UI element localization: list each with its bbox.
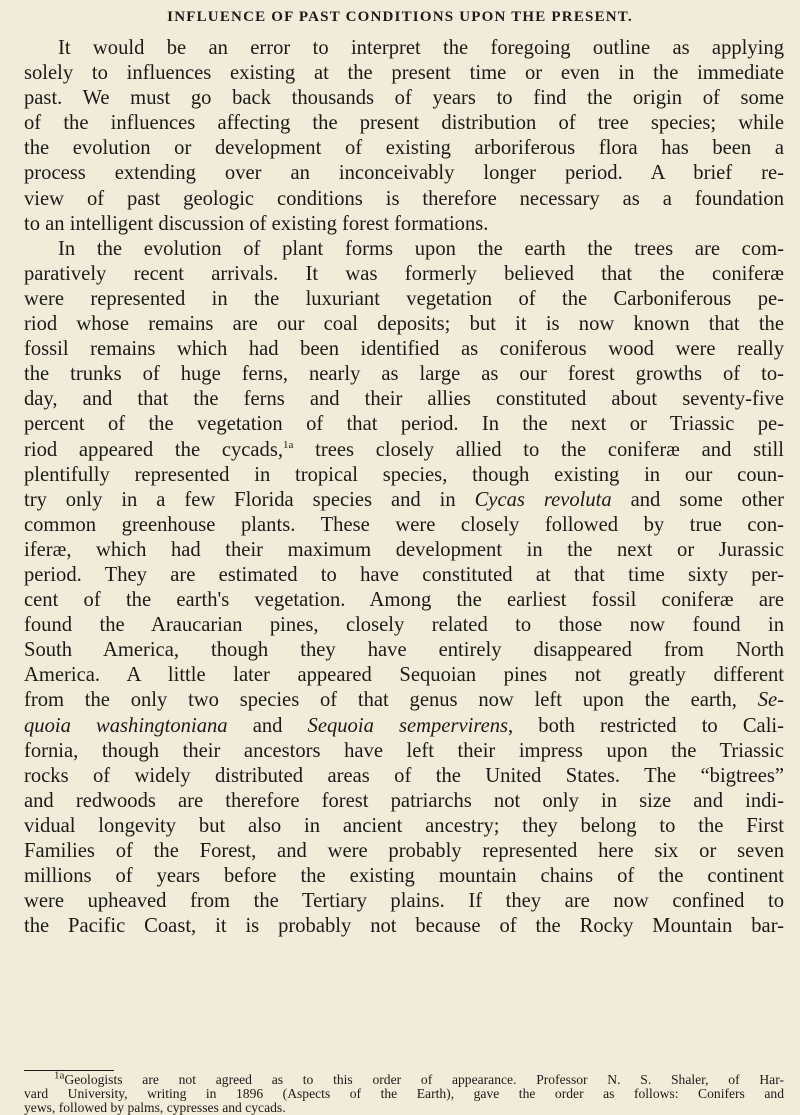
text-line: vidual longevity but also in ancient ancestry; they belong to the First (24, 814, 784, 837)
text-line: fornia, though their ancestors have left their impress upon the Triassic (24, 739, 784, 762)
footnote-rule (24, 1070, 114, 1071)
text-line (24, 688, 784, 713)
footnote-line: vard University, writing in 1896 (Aspects of the Earth), gave the order as follows: Conifers and (24, 1085, 784, 1101)
text-line: fossil remains which had been identified as coniferous wood were really (24, 338, 784, 361)
text-line: the Pacific Coast, it is probably not because of the Rocky Mountain bar- (24, 915, 784, 938)
text-segment: and (227, 714, 308, 737)
text-segment: try only in a few Florida species and in (24, 488, 475, 511)
text-line: day, and that the ferns and their allies constituted about seventy-five (24, 388, 784, 411)
text-line: the evolution or development of existing arboriferous flora has been a (24, 137, 784, 160)
text-line: and redwoods are therefore forest patriarchs not only in size and indi- (24, 789, 784, 812)
text-line (24, 714, 784, 739)
text-line: iferæ, which had their maximum development in the next or Jurassic (24, 538, 784, 561)
text-line: the trunks of huge ferns, nearly as large as our forest growths of to- (24, 363, 784, 386)
body-text (24, 36, 784, 939)
footnote-marker: 1a (283, 438, 294, 451)
text-line: riod whose remains are our coal deposits; but it is now known that the (24, 313, 784, 336)
italic-species-name: Sequoia sempervirens (307, 714, 509, 737)
page-heading: INFLUENCE OF PAST CONDITIONS UPON THE PRESENT. (167, 9, 633, 25)
italic-species-name: Cycas revoluta (474, 488, 612, 511)
text-line: view of past geologic conditions is therefore necessary as a foundation (24, 187, 784, 210)
text-line: period. They are estimated to have constituted at that time sixty per- (24, 563, 784, 586)
text-line: cent of the earth's vegetation. Among the earliest fossil coniferæ are (24, 589, 784, 612)
text-line: process extending over an inconceivably longer period. A brief re- (24, 162, 784, 185)
text-line: It would be an error to interpret the foregoing outline as applying (58, 37, 784, 59)
text-line (24, 488, 784, 513)
text-line: percent of the vegetation of that period. In the next or Triassic pe- (24, 413, 784, 436)
text-segment: , both restricted to Cali- (508, 714, 784, 737)
text-line: past. We must go back thousands of years to find the origin of some (24, 87, 784, 110)
text-line: Families of the Forest, and were probably represented here six or seven (24, 840, 784, 862)
text-segment: from the only two species of that genus now left upon the earth, (24, 689, 758, 712)
text-segment: trees closely allied to the coniferæ and still (293, 438, 784, 461)
text-segment: and some other (611, 488, 784, 511)
text-line: millions of years before the existing mountain chains of the continent (24, 865, 784, 888)
text-line: In the evolution of plant forms upon the earth the trees are com- (58, 237, 784, 260)
text-line: plentifully represented in tropical species, though existing in our coun- (24, 463, 784, 486)
text-line: South America, though they have entirely disappeared from North (24, 639, 784, 662)
text-line: to an intelligent discussion of existing forest formations. (24, 212, 489, 235)
footnote-line (24, 1069, 784, 1087)
text-line: were upheaved from the Tertiary plains. If they are now confined to (24, 890, 784, 913)
footnote-marker: 1a (54, 1069, 65, 1082)
text-line: solely to influences existing at the present time or even in the immediate (24, 62, 784, 85)
italic-species-name: quoia washingtoniana (24, 714, 228, 737)
text-line: common greenhouse plants. These were closely followed by true con- (24, 513, 784, 536)
text-line: rocks of widely distributed areas of the United States. The “bigtrees” (24, 764, 784, 787)
text-segment: Geologists are not agreed as to this order of appearance. Professor N. S. Shaler, of Har- (64, 1072, 784, 1087)
footnote (24, 1069, 784, 1115)
text-line: found the Araucarian pines, closely related to those now found in (24, 614, 784, 637)
text-line: were represented in the luxuriant vegetation of the Carboniferous pe- (24, 287, 784, 310)
text-segment: riod appeared the cycads, (24, 438, 283, 461)
footnote-line: yews, followed by palms, cypresses and cycads. (24, 1099, 286, 1115)
text-line: America. A little later appeared Sequoian pines not greatly different (24, 664, 784, 687)
text-line (24, 438, 784, 463)
text-line: of the influences affecting the present distribution of tree species; while (24, 112, 784, 135)
italic-species-name: Se- (757, 689, 784, 712)
text-line: paratively recent arrivals. It was formerly believed that the coniferæ (24, 262, 784, 285)
